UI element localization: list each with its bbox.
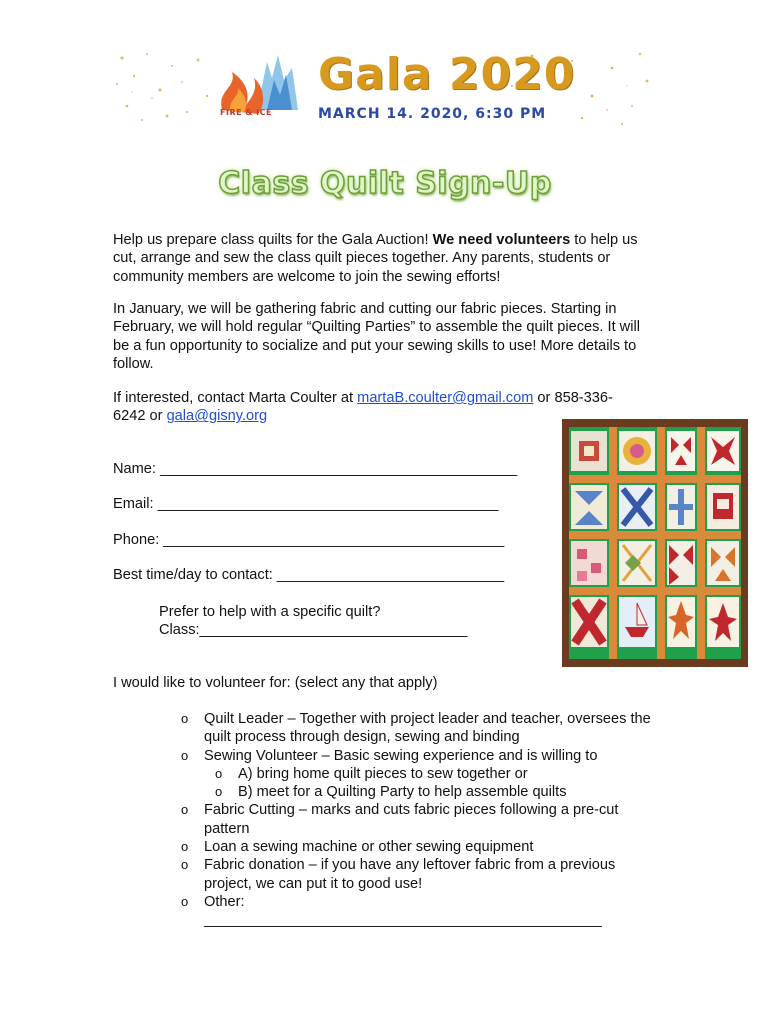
sub-option-b[interactable] xyxy=(181,783,651,801)
contact-middle: or 858-336-6242 or xyxy=(113,390,613,425)
checkbox-bullet[interactable]: o xyxy=(215,784,223,800)
option-label: Other: xyxy=(204,893,245,910)
best-time-field[interactable]: Best time/day to contact: ____________________________ xyxy=(113,567,505,583)
prefer-quilt-label: Prefer to help with a specific quilt? xyxy=(159,604,381,620)
email-field[interactable]: Email: __________________________________________ xyxy=(113,496,499,512)
phone-field[interactable]: Phone: __________________________________________ xyxy=(113,532,505,548)
option-sewing-volunteer[interactable] xyxy=(181,747,651,765)
intro-bold: We need volunteers xyxy=(432,232,571,248)
checkbox-bullet[interactable]: o xyxy=(181,893,189,909)
option-fabric-cutting[interactable] xyxy=(181,801,651,838)
option-label: Loan a sewing machine or other sewing equipment xyxy=(204,839,534,856)
option-label: Fabric Cutting – marks and cuts fabric pieces following a pre-cut pattern xyxy=(204,802,619,837)
quilt-photo xyxy=(562,419,748,667)
option-label: B) meet for a Quilting Party to help assemble quilts xyxy=(238,784,567,801)
checkbox-bullet[interactable]: o xyxy=(181,839,189,855)
gala-date: MARCH 14. 2020, 6:30 PM xyxy=(318,106,547,122)
page-title: Class Quilt Sign-Up xyxy=(218,166,552,201)
option-other[interactable] xyxy=(181,893,651,911)
intro-paragraph xyxy=(113,231,653,286)
contact-paragraph xyxy=(113,389,638,426)
option-quilt-leader[interactable] xyxy=(181,710,651,747)
intro-text-2: to help us cut, arrange and sew the class quilt pieces together. Any parents, students or community members are welcome to join the sewing efforts! xyxy=(113,232,638,285)
schedule-paragraph: In January, we will be gathering fabric and cutting our fabric pieces. Starting in February, we will hold regular “Quilting Parties” to assemble the quilt pieces. It will be a fun opportunity to socialize and put your sewing skills to use! More details to follow. xyxy=(113,301,640,372)
name-field[interactable]: Name: ____________________________________________ xyxy=(113,461,518,477)
option-label: Quilt Leader – Together with project leader and teacher, oversees the quilt process through design, sewing and binding xyxy=(204,711,651,746)
sub-option-a[interactable] xyxy=(181,765,651,783)
intro-text-1: Help us prepare class quilts for the Gala Auction! xyxy=(113,232,433,248)
contact-prefix: If interested, contact Marta Coulter at xyxy=(113,390,358,406)
checkbox-bullet[interactable]: o xyxy=(181,711,189,726)
checkbox-bullet[interactable]: o xyxy=(215,765,223,781)
volunteer-options xyxy=(181,710,651,930)
option-label: Sewing Volunteer – Basic sewing experience and is willing to xyxy=(204,747,598,764)
logo-text: FIRE & ICE xyxy=(220,108,272,117)
other-input-line[interactable]: _________________________________________________ xyxy=(204,912,602,929)
option-label: Fabric donation – if you have any leftover fabric from a previous project, we can put it to good use! xyxy=(204,857,616,892)
checkbox-bullet[interactable]: o xyxy=(181,857,189,873)
checkbox-bullet[interactable]: o xyxy=(181,802,189,818)
email-link-gala[interactable]: gala@gisny.org xyxy=(166,408,268,425)
checkbox-bullet[interactable]: o xyxy=(181,747,189,763)
option-label: A) bring home quilt pieces to sew together or xyxy=(238,765,528,782)
email-link-marta[interactable]: martaB.coulter@gmail.com xyxy=(357,390,534,406)
option-loan-machine[interactable] xyxy=(181,838,651,856)
gala-banner xyxy=(112,46,657,130)
option-fabric-donation[interactable] xyxy=(181,856,651,893)
gala-title: Gala 2020 xyxy=(318,49,576,100)
class-field[interactable]: Class:_________________________________ xyxy=(159,622,468,638)
volunteer-heading: I would like to volunteer for: (select any that apply) xyxy=(113,675,438,691)
